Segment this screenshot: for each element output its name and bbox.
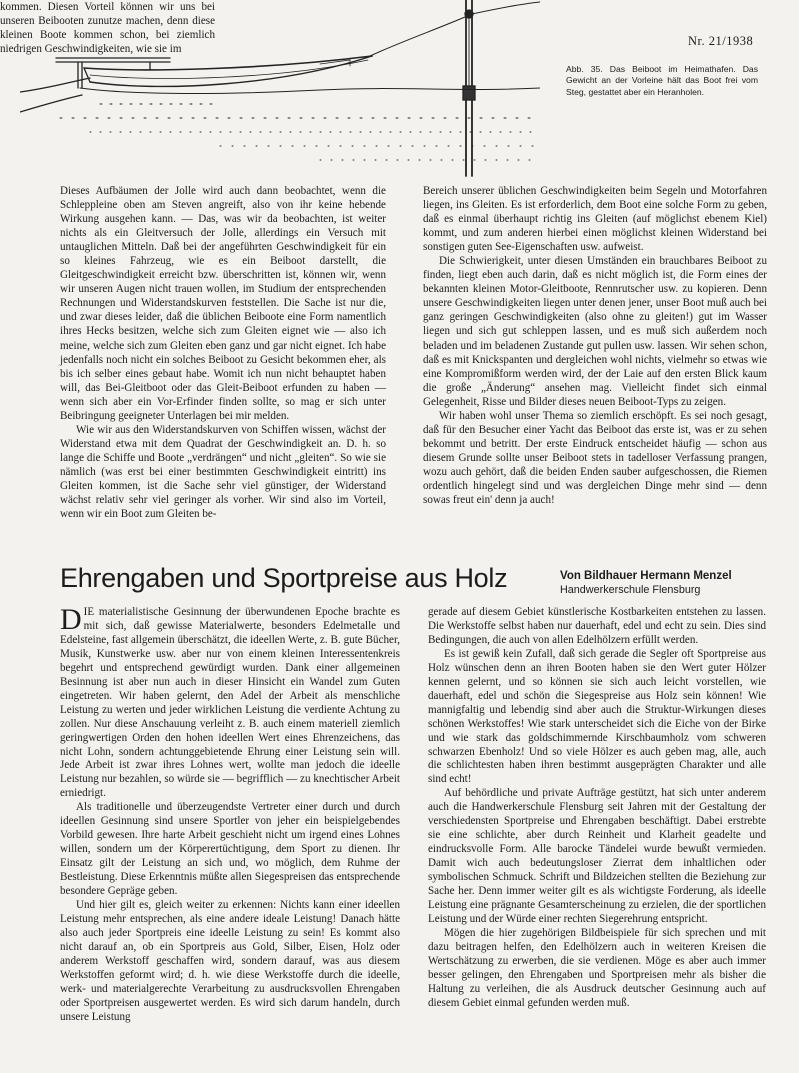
upper-article-right-lead: kommen. Diesen Vorteil können wir uns bei unseren Beibooten zunutze machen, denn diese kleinen Boote kommen schon, bei ziemlich niedrigen Geschwindigkeiten, wie sie im bbox=[0, 1, 215, 56]
paragraph: Es ist gewiß kein Zufall, daß sich gerade die Segler oft Sportpreise aus Holz wünschen denn an ihren Booten haben sie den Wert guter Hölzer kennen gelernt, und so können sie sich auch leicht vorstellen, wie dauerhaft, edel und schön die Siegespreise aus Holz sein können! Wie mannigfaltig und lebendig sind aber auch die Struktur-Wirkungen dieses schönen Werkstoffes! Wie stark unterscheidet sich die Eiche von der Birke und wie stark das goldschimmernde Kirschbaumholz vom schweren schwarzen Ebenholz! Und so viele Hölzer es auch geben mag, alle, auch die schlichtesten haben ihren bestimmt ausgeprägten Charakter und alle sind echt! bbox=[428, 647, 766, 786]
article-left-column bbox=[60, 603, 400, 1025]
article-right-column bbox=[428, 606, 766, 1011]
article-headline: Ehrengaben und Sportpreise aus Holz bbox=[60, 563, 508, 593]
boat-illustration bbox=[20, 0, 540, 182]
drop-cap: D bbox=[60, 603, 82, 636]
paragraph: Als traditionelle und überzeugendste Vertreter einer durch und durch ideellen Gesinnung sind unsere Sportler von jeher ein beispielgebendes Vorbild gewesen. Ihre harte Arbeit geschieht nicht um irgend eines Lohnes willen, sondern um der Körperertüchtigung, dem Sport zu dienen. Ihr Einsatz gilt der Leistung an sich und, wo möglich, dem Ruhme der Bestleistung. Diese Erkenntnis müßte allen Siegespreisen das entsprechende besondere Gepräge geben. bbox=[60, 801, 400, 898]
byline-author: Von Bildhauer Hermann Menzel bbox=[560, 570, 732, 582]
paragraph bbox=[60, 603, 400, 801]
paragraph: Wie wir aus den Widerstandskurven von Schiffen wissen, wächst der Widerstand etwa mit dem Quadrat der Geschwindigkeit an. D. h. so lange die Schiffe und Boote „verdrängen“ und nicht „gleiten“. So wie sie nämlich (was erst bei einer bestimmten Geschwindigkeit eintritt) ins Gleiten kommen, ist die Sache sehr viel günstiger, der Widerstand wächst relativ sehr viel geringer als vorher. Wir sind also im Vorteil, wenn wir ein Boot zum Gleiten be- bbox=[60, 423, 386, 521]
paragraph-text: IE materialistische Gesinnung der überwundenen Epoche brachte es mit sich, daß gewisse Materialwerte, besonders Edelmetalle und Edelsteine, fast allgemein überschätzt, die ideellen Werte, z. B. gute Bücher, Musik, Kunstwerke usw. aber nur von einem kleinen Interessentenkreis begehrt und entsprechend gewürdigt wurden. Dank einer allgemeinen Besinnung ist aber nun auch in dieser Hinsicht ein Wandel zum Guten eingetreten. Wir haben gelernt, den Adel der Arbeit als menschliche Leistung zu werten und jeder wirklichen Leistung die verdiente Achtung zu zollen. Nur diese Anschauung verleiht z. B. auch einem materiell ziemlich geringwertigen Orden den hohen ideellen Wert eines Ehrenzeichens, das nicht Lohn, sondern achtunggebietende Ehrung einer Leistung sein will. Jede Arbeit ist zwar ihres Lohnes wert, wollte man jedoch die ideelle Leistung nur bezahlen, so würde sie — begrifflich — zu knechtischer Arbeit erniedrigt. bbox=[60, 606, 400, 800]
paragraph: gerade auf diesem Gebiet künstlerische Kostbarkeiten entstehen zu lassen. Die Werkstoffe selbst haben nur dauerhaft, edel und echt zu sein. Dies sind Bedingungen, die auch von allen Edelhölzern erfüllt werden. bbox=[428, 606, 766, 646]
paragraph: Und hier gilt es, gleich weiter zu erkennen: Nichts kann einer ideellen Leistung mehr entsprechen, als eine andere ideale Leistung! Danach hätte also auch jeder Sportpreis eine ideelle Leistung zu sein! Es kommt also nicht darauf an, ob ein Sportpreis aus Gold, Silber, Eisen, Holz oder anderem Werkstoff geschaffen wird, sondern darauf, was aus diesem Werkstoffen geformt wird; d. h. wie diese Werkstoffe durch die ideelle, werk- und materialgerechte Verarbeitung zu ausdrucksvollen Ehrengaben oder Sportpreisen ausgewertet werden. Es wird sich darum handeln, durch unsere Leistung bbox=[60, 899, 400, 1023]
paragraph: Dieses Aufbäumen der Jolle wird auch dann beobachtet, wenn die Schleppleine oben am Steven angreift, also von ihr keine hebende Wirkung ausgehen kann. — Das, was wir da beobachten, ist weiter nichts als ein Gleitversuch der Jolle, allerdings ein Versuch mit untauglichen Mitteln. Daß bei der angeführten Geschwindigkeit für ein so kleines Fahrzeug, wie es ein Beiboot darstellt, die Gleitgeschwindigkeit erreicht bzw. überschritten ist, können wir, wenn wir unseren Augen nicht trauen wollen, im Studium der entsprechenden Rechnungen und Widerstandskurven feststellen. Die Sache ist nur die, und zwar dieses leider, daß die üblichen Beiboote eine Form namentlich ihres Hecks besitzen, welche sich zum Gleiten eignet wie — also ich meine, welche sich zum Gleiten eben ganz und gar nicht eignet. Ich habe jedenfalls noch nicht ein solches Beiboot zu Gesicht bekommen eher, als bis ich selber eines gebaut habe. Womit ich nun nicht behauptet haben will, das Bei-Gleitboot oder das Gleit-Beiboot erfunden zu haben — wenn sich aber ein Vor-Erfinder finden sollte, so mag er sich unter Beibringung geeigneter Unterlagen bei mir melden. bbox=[60, 185, 386, 422]
figure-caption: Abb. 35. Das Beiboot im Heimathafen. Das Gewicht an der Vorleine hält das Boot frei vom Steg, gestattet aber ein Heranholen. bbox=[566, 64, 758, 97]
upper-article-left-column bbox=[60, 184, 386, 521]
article-byline bbox=[560, 569, 770, 597]
page-number: Nr. 21/1938 bbox=[688, 34, 754, 48]
paragraph: Mögen die hier zugehörigen Bildbeispiele für sich sprechen und mit dazu beitragen helfen, den Edelhölzern auch in weiteren Kreisen die Wertschätzung zu erwerben, die sie verdienen. Möge es aber auch immer besser gelingen, den Ehrengaben und Sportpreisen mehr als bisher die Haltung zu verleihen, die als Ausdruck deutscher Gesinnung auch auf diesem Gebiet einmal gefunden werden muß. bbox=[428, 926, 766, 1009]
paragraph: Bereich unserer üblichen Geschwindigkeiten beim Segeln und Motorfahren liegen, ins Gleiten. Es ist erforderlich, dem Boot eine solche Form zu geben, daß es einmal überhaupt richtig ins Gleiten (auf möglichst ebenem Kiel) kommt, und zum anderen hierbei einen möglichst kleinen Widerstand bei sonstigen guten See-Eigenschaften usw. aufweist. bbox=[423, 185, 767, 254]
byline-affiliation: Handwerkerschule Flensburg bbox=[560, 584, 701, 596]
paragraph: Wir haben wohl unser Thema so ziemlich erschöpft. Es sei noch gesagt, daß für den Besucher einer Yacht das Beiboot das erste ist, was er zu sehen bekommt und betritt. Der erste Eindruck entscheidet häufig — schon aus diesem Grunde sollte unser Beiboot stets in tadelloser Verfassung prangen, wozu auch gehört, daß die beiden Enden sauber aufgeschossen, die Riemen ordentlich hingelegt sind und was dergleichen Dinge mehr sind — denn sowas freut ein' denn ja auch! bbox=[423, 409, 767, 507]
paragraph: Auf behördliche und private Aufträge gestützt, hat sich unter anderem auch die Handwerkerschule Flensburg seit Jahren mit der Gestaltung der verschiedensten Sportpreise und Ehrengaben beschäftigt. Dabei erstrebte sie eine schlichte, aber durch Reinheit und Klarheit geadelte und eindrucksvolle Form. Alle barocke Tändelei wurde bewußt vermieden. Damit wich auch bedeutungsloser Zierrat dem inhaltlichen oder symbolischen Schmuck. Schrift und Bildzeichen stellten die Beziehung zur Sache her. Denn immer weiter gilt es als wichtigste Forderung, als ideelle Leistung eine prägnante Gesamterscheinung zu erzielen, die der sportlichen Leistung und der Würde einer rechten Siegerehrung entspricht. bbox=[428, 787, 766, 925]
paragraph: Die Schwierigkeit, unter diesen Umständen ein brauchbares Beiboot zu finden, liegt eben auch darin, daß es nicht möglich ist, die Form eines der bekannten kleinen Motor-Gleitboote, Rennrutscher usw. zu kopieren. Denn unsere Geschwindigkeiten liegen unter denen jener, unser Boot muß auch bei ganz geringen Geschwindigkeiten (also ohne zu gleiten!) gut im Wasser liegen und sich gut schleppen lassen, und es muß sich außerdem noch beladen und im beladenen Zustande gut pullen usw. lassen. Wir sehen schon, daß es mit Knickspanten und dergleichen wohl nichts, vielmehr so etwas wie eine Kompromißform werden wird, der der Laie auf den ersten Blick kaum die große „Änderung“ ansehen mag. Vielleicht findet sich einmal Gelegenheit, Risse und Bilder dieses neuen Beiboot-Typs zu zeigen. bbox=[423, 255, 767, 408]
upper-article-right-column bbox=[423, 184, 767, 507]
